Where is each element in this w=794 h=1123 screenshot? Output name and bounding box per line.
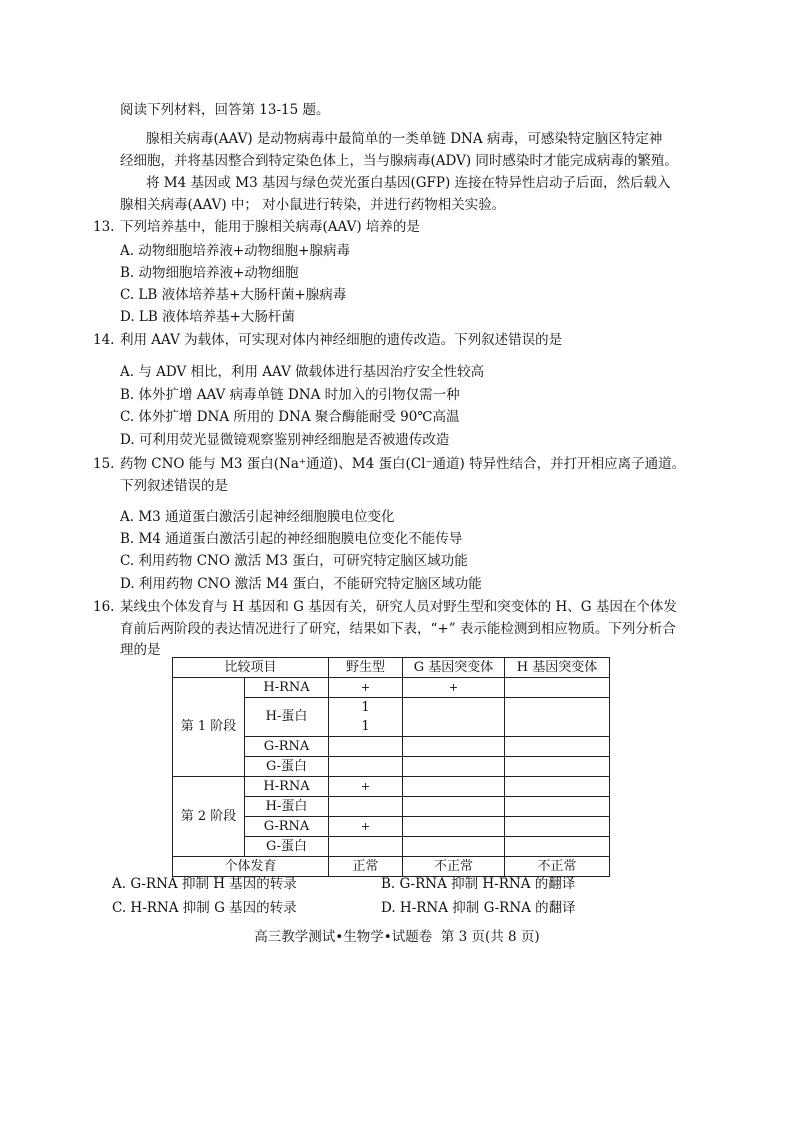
question-15-number: 15.: [93, 456, 115, 472]
table-cell: [505, 837, 610, 857]
table-cell: [505, 757, 610, 777]
q14-option-a: A. 与 ADV 相比，利用 AAV 做载体进行基因治疗安全性较高: [120, 364, 485, 380]
q13-option-c: C. LB 液体培养基+大肠杆菌+腺病毒: [120, 287, 347, 303]
table-cell: [505, 817, 610, 837]
table-cell: [329, 737, 403, 757]
q13-option-d: D. LB 液体培养基+大肠杆菌: [120, 309, 295, 325]
table-cell: 不正常: [505, 857, 610, 877]
table-header: H 基因突变体: [505, 658, 610, 678]
q14-option-b: B. 体外扩增 AAV 病毒单链 DNA 时加入的引物仅需一种: [120, 387, 460, 403]
table-cell: [403, 817, 505, 837]
passage-line-4: 腺相关病毒(AAV) 中； 对小鼠进行转染，并进行药物相关实验。: [120, 197, 506, 213]
question-16-stem-3: 理的是: [120, 642, 161, 658]
table-header: 野生型: [329, 658, 403, 678]
passage-line-3: 将 M4 基因或 M3 基因与绿色荧光蛋白基因(GFP) 连接在特异性启动子后面，然后载入: [146, 175, 671, 191]
footer-separator: •: [335, 929, 344, 945]
table-cell: G-RNA: [245, 737, 329, 757]
stage-1-label: 第 1 阶段: [173, 678, 245, 777]
question-16-stem-2: 育前后两阶段的表达情况进行了研究，结果如下表，“+” 表示能检测到相应物质。下列分析合: [120, 621, 676, 637]
table-row: [173, 777, 610, 797]
q13-option-a: A. 动物细胞培养液+动物细胞+腺病毒: [120, 243, 350, 259]
stage-2-label: 第 2 阶段: [173, 777, 245, 857]
table-cell: [403, 737, 505, 757]
table-cell: G-蛋白: [245, 757, 329, 777]
footer-subject: 生物学: [343, 929, 384, 945]
question-15-stem-2: 下列叙述错误的是: [120, 478, 228, 494]
table-header-row: [173, 658, 610, 678]
table-cell: [403, 777, 505, 797]
q14-option-c: C. 体外扩增 DNA 所用的 DNA 聚合酶能耐受 90℃高温: [120, 409, 460, 425]
q16-option-c: C. H-RNA 抑制 G 基因的转录: [112, 900, 297, 916]
table-cell: [403, 797, 505, 817]
passage-line-2: 经细胞，并将基因整合到特定染色体上，当与腺病毒(ADV) 同时感染时才能完成病毒的繁殖。: [120, 153, 678, 169]
table-cell: +: [329, 678, 403, 698]
table-cell: [403, 757, 505, 777]
table-cell: [329, 797, 403, 817]
question-15-stem: 药物 CNO 能与 M3 蛋白(Na⁺通道)、M4 蛋白(Cl⁻通道) 特异性结合，并打开相应离子通道。: [120, 456, 686, 472]
question-16-stem: 某线虫个体发育与 H 基因和 G 基因有关，研究人员对野生型和突变体的 H、G 基因在个体发: [120, 599, 677, 615]
table-cell: +: [403, 678, 505, 698]
question-16-number: 16.: [93, 599, 115, 615]
table-cell: 不正常: [403, 857, 505, 877]
table-cell: G-蛋白: [245, 837, 329, 857]
table-cell: [505, 698, 610, 737]
footer-exam-name: 高三教学测试: [254, 929, 336, 945]
table-cell: [403, 698, 505, 737]
table-cell: 1: [329, 717, 403, 737]
passage-line-1: 腺相关病毒(AAV) 是动物病毒中最简单的一类单链 DNA 病毒，可感染特定脑区特定神: [146, 131, 663, 147]
q16-option-d: D. H-RNA 抑制 G-RNA 的翻译: [381, 900, 576, 916]
table-cell: 1: [329, 698, 403, 718]
q15-option-a: A. M3 通道蛋白激活引起神经细胞膜电位变化: [120, 509, 395, 525]
table-cell: G-RNA: [245, 817, 329, 837]
table-header: 比较项目: [173, 658, 329, 678]
table-cell: H-RNA: [245, 678, 329, 698]
footer-page-number: 第 3 页(共 8 页): [440, 929, 540, 945]
table-cell: [505, 678, 610, 698]
table-cell: H-RNA: [245, 777, 329, 797]
table-cell: [329, 757, 403, 777]
page-footer: [0, 928, 794, 946]
table-row: [173, 678, 610, 698]
final-label: 个体发育: [173, 857, 329, 877]
footer-separator: •: [383, 929, 392, 945]
table-cell: [403, 837, 505, 857]
table-row: [173, 857, 610, 877]
table-cell: [505, 797, 610, 817]
table-cell: +: [329, 777, 403, 797]
comparison-table: [172, 657, 610, 877]
table-cell: [505, 777, 610, 797]
question-13-stem: 下列培养基中，能用于腺相关病毒(AAV) 培养的是: [120, 219, 420, 235]
question-14-stem: 利用 AAV 为载体，可实现对体内神经细胞的遗传改造。下列叙述错误的是: [120, 332, 563, 348]
table-header: G 基因突变体: [403, 658, 505, 678]
footer-paper-type: 试题卷: [391, 929, 433, 945]
table-cell: H-蛋白: [245, 698, 329, 737]
table-cell: H-蛋白: [245, 797, 329, 817]
material-intro: 阅读下列材料，回答第 13-15 题。: [120, 102, 330, 118]
q13-option-b: B. 动物细胞培养液+动物细胞: [120, 265, 299, 281]
table-cell: 正常: [329, 857, 403, 877]
q15-option-c: C. 利用药物 CNO 激活 M3 蛋白，可研究特定脑区域功能: [120, 553, 468, 569]
table-cell: +: [329, 817, 403, 837]
q15-option-b: B. M4 通道蛋白激活引起的神经细胞膜电位变化不能传导: [120, 531, 463, 547]
q15-option-d: D. 利用药物 CNO 激活 M4 蛋白，不能研究特定脑区域功能: [120, 576, 482, 592]
table-cell: [505, 737, 610, 757]
q14-option-d: D. 可利用荧光显微镜观察鉴别神经细胞是否被遗传改造: [120, 432, 450, 448]
table-cell: [329, 837, 403, 857]
q16-option-a: A. G-RNA 抑制 H 基因的转录: [112, 876, 297, 892]
question-13-number: 13.: [93, 219, 115, 235]
q16-option-b: B. G-RNA 抑制 H-RNA 的翻译: [381, 876, 576, 892]
question-14-number: 14.: [93, 332, 115, 348]
